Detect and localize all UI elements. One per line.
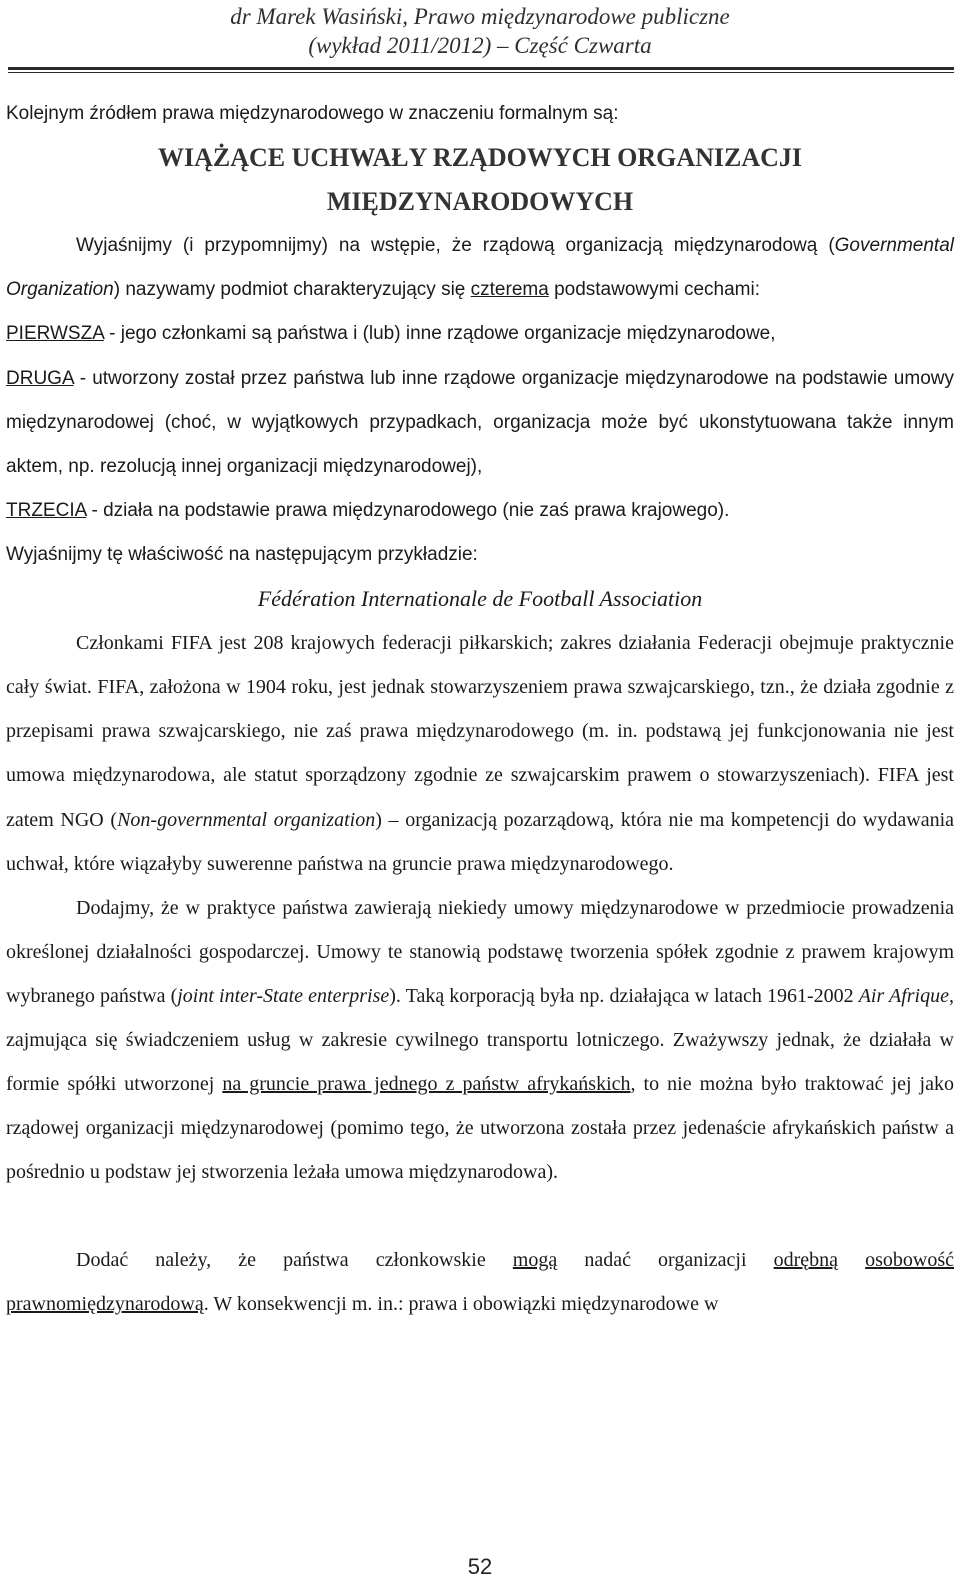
definition-paragraph: Wyjaśnijmy (i przypomnijmy) na wstępie, że rządową organizacją międzynarodową (Governmental Organization) nazywamy podmiot charakteryzujący się czterema podstawowymi cechami: xyxy=(6,235,954,301)
header-line-1: dr Marek Wasiński, Prawo międzynarodowe publiczne xyxy=(230,4,730,29)
page-body xyxy=(6,92,954,1327)
feature-second: DRUGA - utworzony został przez państwa lub inne rządowe organizacje międzynarodowe na podstawie umowy międzynarodowej (choć, w wyjątkowych przypadkach, organizacja może być ukonstytuowana także innym aktem, np. rezolucją innej organizacji międzynarodowej), xyxy=(6,367,954,477)
heading-line-1: WIĄŻĄCE UCHWAŁY RZĄDOWYCH ORGANIZACJI xyxy=(157,143,803,173)
feature-third: TRZECIA - działa na podstawie prawa międzynarodowego (nie zaś prawa krajowego). xyxy=(6,499,730,521)
header-line-2: (wykład 2011/2012) – Część Czwarta xyxy=(308,33,652,58)
closing-paragraph: Dodać należy, że państwa członkowskie mogą nadać organizacji odrębną osobowość prawnomiędzynarodową. W konsekwencji m. in.: prawa i obowiązki międzynarodowe w xyxy=(6,1249,955,1316)
section-heading xyxy=(6,136,954,224)
page-number: 52 xyxy=(467,1554,493,1579)
business-paragraph: Dodajmy, że w praktyce państwa zawierają niekiedy umowy międzynarodowe w przedmiocie prowadzenia określonej działalności gospodarczej. Umowy te stanowią podstawę tworzenia spółek zgodnie z prawem krajowym wybranego państwa (joint inter-State enterprise). Taką korporacją była np. działająca w latach 1961-2002 Air Afrique, zajmująca się świadczeniem usług w zakresie cywilnego transportu lotniczego. Zważywszy jednak, że działała w formie spółki utworzonej na gruncie prawa jednego z państw afrykańskich, to nie można było traktować jej jako rządowej organizacji międzynarodowej (pomimo tego, że utworzona została przez jedenaście afrykańskich państw a pośrednio u podstaw jej stworzenia leżała umowa międzynarodowa). xyxy=(6,896,954,1184)
header-rule-thin xyxy=(8,72,954,73)
heading-line-2: MIĘDZYNARODOWYCH xyxy=(326,187,634,217)
header-rule xyxy=(8,67,954,70)
intro-paragraph: Kolejnym źródłem prawa międzynarodowego w znaczeniu formalnym są: xyxy=(6,103,619,124)
example-title: Fédération Internationale de Football Association xyxy=(257,586,703,612)
fifa-paragraph: Członkami FIFA jest 208 krajowych federacji piłkarskich; zakres działania Federacji obejmuje praktycznie cały świat. FIFA, założona w 1904 roku, jest jednak stowarzyszeniem prawa szwajcarskiego, tzn., że działa zgodnie z przepisami prawa szwajcarskiego, nie zaś prawa międzynarodowego (m. in. podstawą jej funkcjonowania nie jest umowa międzynarodowa, ale statut sporządzony zgodnie ze szwajcarskim prawem o stowarzyszeniach). FIFA jest zatem NGO (Non-governmental organization) – organizacją pozarządową, która nie ma kompetencji do wydawania uchwał, które wiązałyby suwerenne państwa na gruncie prawa międzynarodowego. xyxy=(6,632,955,875)
example-intro: Wyjaśnijmy tę właściwość na następującym przykładzie: xyxy=(6,543,478,565)
running-header xyxy=(0,2,960,60)
feature-first: PIERWSZA - jego członkami są państwa i (lub) inne rządowe organizacje międzynarodowe, xyxy=(6,323,776,345)
paragraph-spacer xyxy=(6,1194,954,1238)
